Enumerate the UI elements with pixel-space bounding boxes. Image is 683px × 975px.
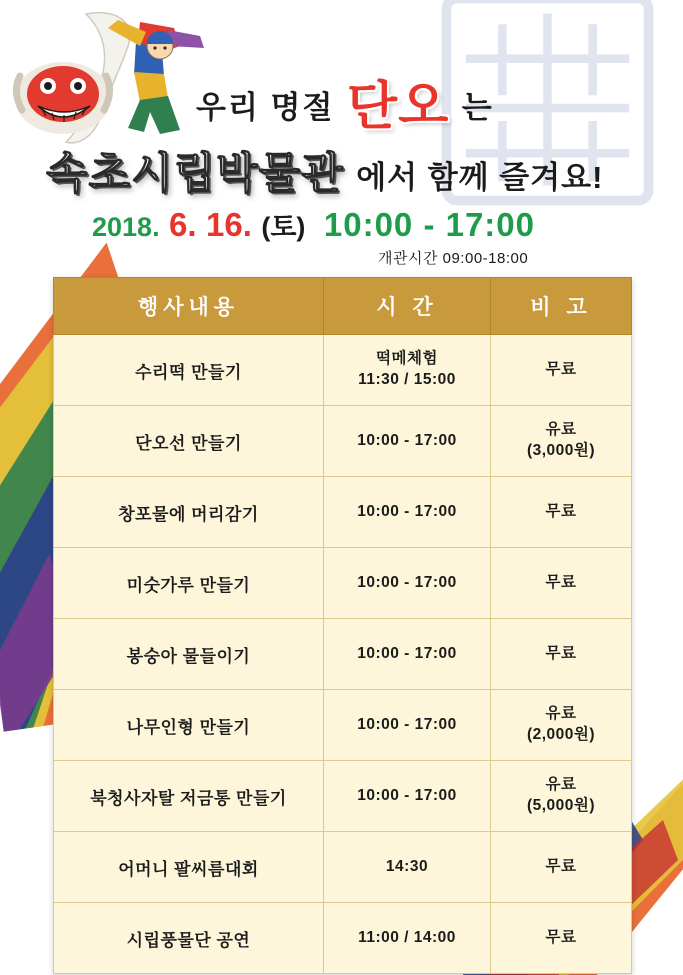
program-time bbox=[324, 690, 491, 761]
table-header-row bbox=[54, 278, 632, 335]
program-fee-line-2: (3,000원) bbox=[526, 442, 596, 459]
program-fee bbox=[491, 619, 632, 690]
schedule-table-container bbox=[53, 277, 631, 974]
headline-line-2 bbox=[46, 140, 603, 201]
column-header-note: 비 고 bbox=[491, 278, 632, 335]
dano-mascot-illustration bbox=[8, 6, 218, 156]
program-fee bbox=[491, 690, 632, 761]
program-name: 나무인형 만들기 bbox=[54, 690, 324, 761]
program-fee bbox=[491, 406, 632, 477]
program-time-line-1: 10:00 - 17:00 bbox=[357, 786, 457, 804]
table-row bbox=[54, 477, 632, 548]
program-time-line-1: 10:00 - 17:00 bbox=[357, 715, 457, 733]
headline-line-1 bbox=[196, 58, 494, 136]
table-row bbox=[54, 548, 632, 619]
program-time-line-1: 11:00 / 14:00 bbox=[358, 928, 456, 946]
program-fee-line-1: 무료 bbox=[545, 360, 577, 378]
program-time bbox=[324, 335, 491, 406]
museum-name: 속초시립박물관 bbox=[46, 150, 344, 198]
program-time-line-1: 14:30 bbox=[385, 857, 429, 875]
table-row bbox=[54, 619, 632, 690]
event-time-range: 10:00 - 17:00 bbox=[323, 206, 536, 243]
program-name: 수리떡 만들기 bbox=[54, 335, 324, 406]
event-day: 16. bbox=[206, 206, 252, 243]
program-time-line-1: 떡메체험 bbox=[376, 350, 438, 368]
program-fee bbox=[491, 477, 632, 548]
program-time bbox=[324, 477, 491, 548]
program-time bbox=[324, 548, 491, 619]
program-name: 단오선 만들기 bbox=[54, 406, 324, 477]
table-row bbox=[54, 761, 632, 832]
program-fee-line-1: 유료 bbox=[545, 421, 577, 439]
program-time bbox=[324, 903, 491, 974]
table-row bbox=[54, 406, 632, 477]
program-fee-line-1: 무료 bbox=[545, 573, 577, 591]
program-fee-line-2: (5,000원) bbox=[526, 797, 596, 814]
program-name: 북청사자탈 저금통 만들기 bbox=[54, 761, 324, 832]
program-fee-line-1: 무료 bbox=[545, 644, 577, 662]
event-month: 6. bbox=[169, 206, 197, 243]
program-fee bbox=[491, 903, 632, 974]
headline-pre-text: 우리 명절 bbox=[196, 90, 335, 125]
program-name: 시립풍물단 공연 bbox=[54, 903, 324, 974]
program-time-line-2: 11:30 / 15:00 bbox=[358, 371, 456, 388]
program-name: 미숫가루 만들기 bbox=[54, 548, 324, 619]
table-row bbox=[54, 690, 632, 761]
table-row bbox=[54, 832, 632, 903]
program-fee-line-1: 유료 bbox=[545, 705, 577, 723]
program-fee bbox=[491, 761, 632, 832]
headline-post-text: 는 bbox=[461, 90, 494, 125]
schedule-table bbox=[53, 277, 632, 974]
program-time bbox=[324, 406, 491, 477]
museum-tail-text: 에서 함께 즐겨요! bbox=[356, 160, 604, 195]
program-name: 봉숭아 물들이기 bbox=[54, 619, 324, 690]
program-fee-line-1: 무료 bbox=[545, 857, 577, 875]
program-time-line-1: 10:00 - 17:00 bbox=[357, 644, 457, 662]
program-fee-line-1: 무료 bbox=[545, 928, 577, 946]
event-date-line bbox=[92, 205, 535, 244]
program-time bbox=[324, 761, 491, 832]
headline-dano-word: 단오 bbox=[346, 78, 450, 136]
event-year: 2018. bbox=[92, 212, 160, 242]
program-name: 어머니 팔씨름대회 bbox=[54, 832, 324, 903]
event-day-of-week: (토) bbox=[261, 212, 306, 242]
program-fee-line-1: 무료 bbox=[545, 502, 577, 520]
program-time-line-1: 10:00 - 17:00 bbox=[357, 431, 457, 449]
program-fee bbox=[491, 548, 632, 619]
table-row bbox=[54, 903, 632, 974]
program-fee-line-1: 유료 bbox=[545, 776, 577, 794]
program-fee bbox=[491, 335, 632, 406]
program-time bbox=[324, 832, 491, 903]
column-header-time: 시 간 bbox=[324, 278, 491, 335]
program-time-line-1: 10:00 - 17:00 bbox=[357, 573, 457, 591]
program-time-line-1: 10:00 - 17:00 bbox=[357, 502, 457, 520]
column-header-name: 행사내용 bbox=[54, 278, 324, 335]
program-fee-line-2: (2,000원) bbox=[526, 726, 596, 743]
program-fee bbox=[491, 832, 632, 903]
program-time bbox=[324, 619, 491, 690]
poster-header bbox=[0, 0, 683, 265]
opening-hours-note: 개관시간 09:00-18:00 bbox=[378, 250, 529, 267]
table-row bbox=[54, 335, 632, 406]
program-name: 창포물에 머리감기 bbox=[54, 477, 324, 548]
